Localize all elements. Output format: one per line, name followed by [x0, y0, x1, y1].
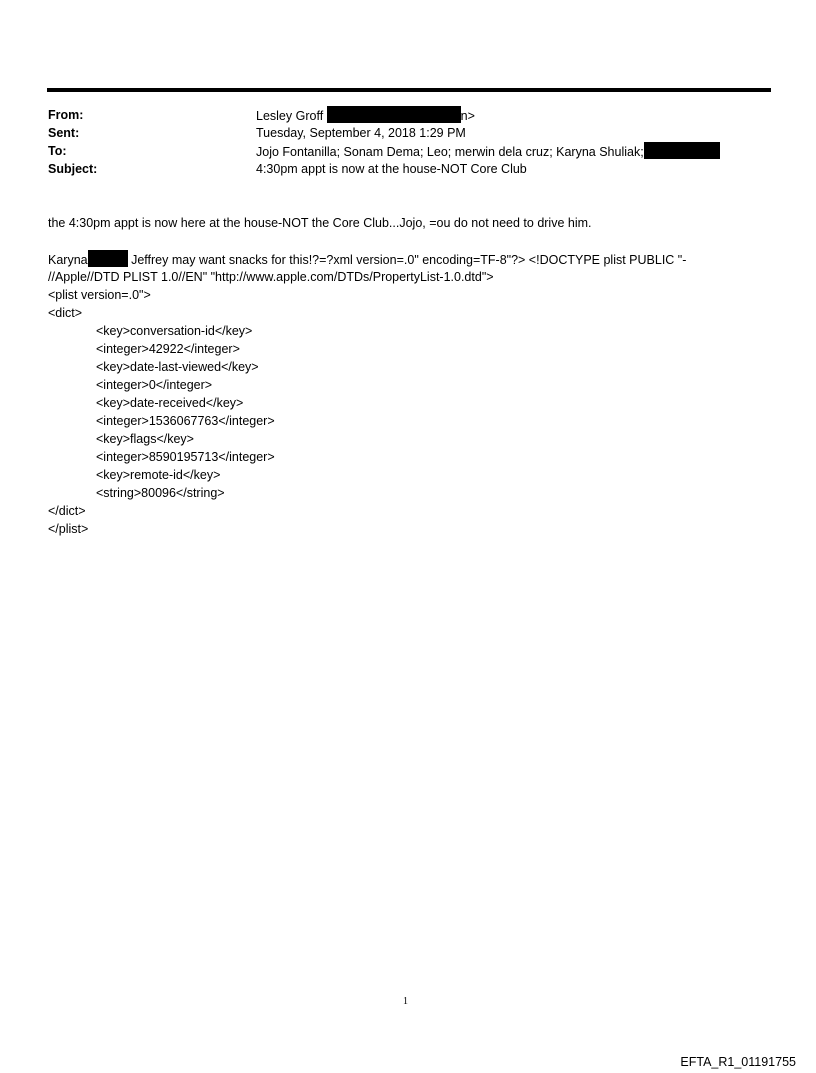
sent-value: Tuesday, September 4, 2018 1:29 PM	[256, 126, 466, 140]
body-karyna: Karyna	[48, 253, 88, 267]
sent-label: Sent:	[48, 126, 80, 140]
from-name: Lesley Groff	[256, 109, 324, 123]
body-line-1: the 4:30pm appt is now here at the house-NOT the Core Club...Jojo, =ou do not need to drive him.	[48, 216, 592, 230]
subject-label: Subject:	[48, 162, 98, 176]
dict-item: <integer>1536067763</integer>	[96, 414, 275, 428]
redaction-box	[88, 250, 128, 267]
dict-item: <integer>0</integer>	[96, 378, 213, 392]
dict-item: <integer>8590195713</integer>	[96, 450, 275, 464]
redaction-box	[327, 106, 461, 123]
header-rule	[47, 88, 771, 92]
from-email-tail: n>	[460, 109, 475, 123]
body-end-plist: </plist>	[48, 522, 89, 536]
bates-number: EFTA_R1_01191755	[680, 1055, 796, 1069]
dict-item: <string>80096</string>	[96, 486, 225, 500]
to-recipients: Jojo Fontanilla; Sonam Dema; Leo; merwin dela cruz; Karyna Shuliak;	[256, 145, 644, 159]
body-line-2	[48, 250, 686, 269]
body-line-4: <plist version=.0">	[48, 288, 151, 302]
dict-item: <key>conversation-id</key>	[96, 324, 253, 338]
to-label: To:	[48, 144, 67, 158]
to-value	[256, 142, 720, 161]
redaction-box	[644, 142, 720, 159]
dict-item: <key>remote-id</key>	[96, 468, 221, 482]
body-line-5: <dict>	[48, 306, 83, 320]
body-line-2-rest: Jeffrey may want snacks for this!?=?xml version=.0" encoding=TF-8"?> <!DOCTYPE plist PUBLIC "-	[131, 253, 687, 267]
dict-item: <key>date-last-viewed</key>	[96, 360, 259, 374]
dict-item: <key>date-received</key>	[96, 396, 244, 410]
page-number: 1	[403, 996, 408, 1007]
body-end-dict: </dict>	[48, 504, 86, 518]
subject-value: 4:30pm appt is now at the house-NOT Core Club	[256, 162, 527, 176]
dict-item: <integer>42922</integer>	[96, 342, 240, 356]
body-line-3: //Apple//DTD PLIST 1.0//EN" "http://www.apple.com/DTDs/PropertyList-1.0.dtd">	[48, 270, 494, 284]
from-label: From:	[48, 108, 84, 122]
dict-item: <key>flags</key>	[96, 432, 194, 446]
from-value	[256, 106, 475, 125]
